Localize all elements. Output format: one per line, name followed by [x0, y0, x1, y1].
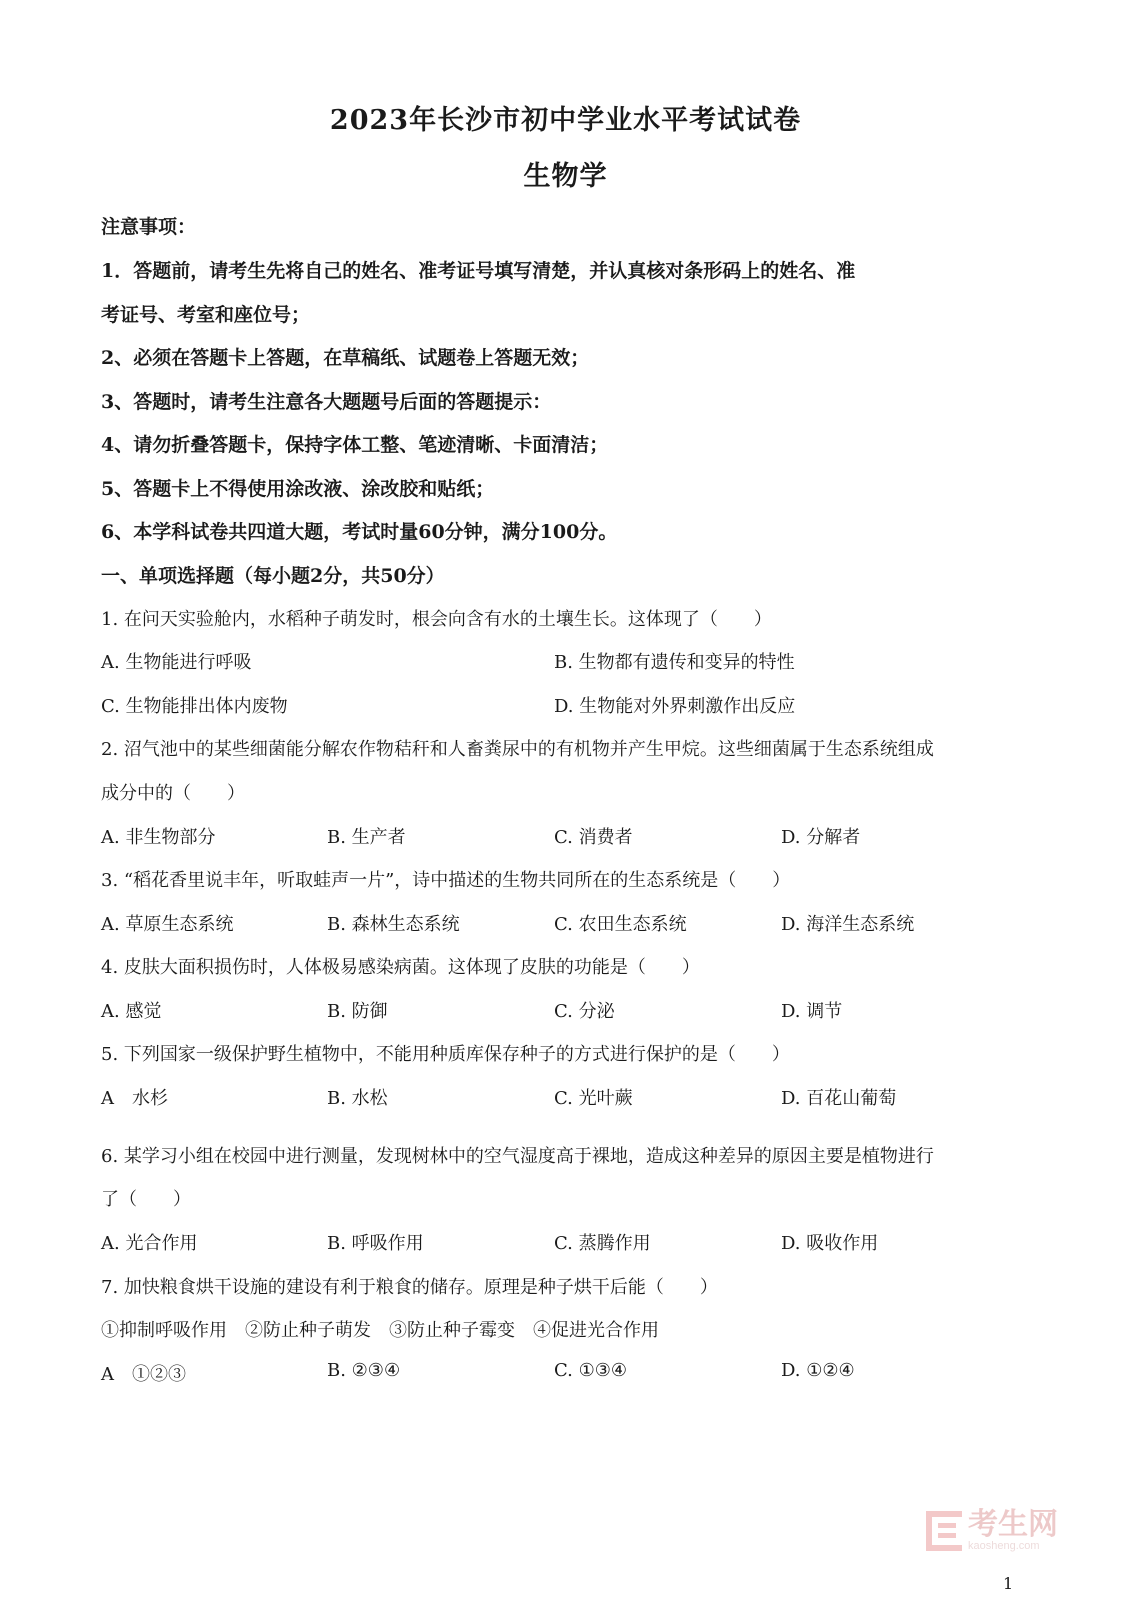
question-stem-cont: 了（ ）: [101, 1189, 191, 1210]
option-a: A ①②③: [101, 1364, 186, 1385]
option-d: D. 吸收作用: [781, 1233, 879, 1254]
notice-item: 1．答题前，请考生先将自己的姓名、准考证号填写清楚，并认真核对条形码上的姓名、准: [101, 260, 856, 282]
question-stem: 4. 皮肤大面积损伤时，人体极易感染病菌。这体现了皮肤的功能是（ ）: [101, 957, 700, 978]
option-c: C. 蒸腾作用: [554, 1233, 651, 1254]
question-statements: ①抑制呼吸作用 ②防止种子萌发 ③防止种子霉变 ④促进光合作用: [101, 1320, 659, 1341]
option-b: B. 生物都有遗传和变异的特性: [554, 652, 795, 673]
option-b: B. 防御: [327, 1001, 388, 1022]
notice-item: 3、答题时，请考生注意各大题题号后面的答题提示：: [101, 391, 552, 413]
exam-subject: 生物学: [523, 161, 608, 192]
option-d: D. 调节: [781, 1001, 843, 1022]
notice-item: 考证号、考室和座位号；: [101, 304, 311, 326]
option-d: D. 分解者: [781, 827, 861, 848]
option-a: A. 草原生态系统: [101, 914, 234, 935]
watermark-domain: kaosheng.com: [968, 1540, 1040, 1552]
option-b: B. 森林生态系统: [327, 914, 460, 935]
section-heading: 一、单项选择题（每小题2分，共50分）: [101, 565, 445, 587]
option-c: C. ①③④: [554, 1360, 627, 1381]
option-d: D. 百花山葡萄: [781, 1088, 897, 1109]
option-a: A 水杉: [101, 1088, 168, 1109]
option-d: D. 生物能对外界刺激作出反应: [554, 696, 796, 717]
question-stem: 2. 沼气池中的某些细菌能分解农作物秸秆和人畜粪尿中的有机物并产生甲烷。这些细菌属于生态系统组成: [101, 739, 934, 760]
page-number: 1: [1003, 1574, 1014, 1593]
question-stem-cont: 成分中的（ ）: [101, 783, 245, 804]
option-a: A. 生物能进行呼吸: [101, 652, 252, 673]
question-stem: 6. 某学习小组在校园中进行测量，发现树林中的空气湿度高于裸地，造成这种差异的原因主要是植物进行: [101, 1146, 934, 1167]
question-stem: 3. “稻花香里说丰年，听取蛙声一片”，诗中描述的生物共同所在的生态系统是（ ）: [101, 870, 791, 891]
option-a: A. 感觉: [101, 1001, 162, 1022]
option-b: B. 水松: [327, 1088, 388, 1109]
option-b: B. 呼吸作用: [327, 1233, 424, 1254]
option-d: D. ①②④: [781, 1360, 855, 1381]
option-c: C. 分泌: [554, 1001, 615, 1022]
question-stem: 5. 下列国家一级保护野生植物中，不能用种质库保存种子的方式进行保护的是（ ）: [101, 1044, 790, 1065]
exam-title: 2023年长沙市初中学业水平考试试卷: [329, 105, 802, 136]
option-a: A. 非生物部分: [101, 827, 216, 848]
notice-heading: 注意事项：: [101, 216, 197, 238]
watermark-logo: [926, 1506, 1086, 1556]
option-c: C. 消费者: [554, 827, 633, 848]
watermark-icon: [926, 1511, 962, 1551]
question-stem: 1. 在问天实验舱内，水稻种子萌发时，根会向含有水的土壤生长。这体现了（ ）: [101, 609, 772, 630]
notice-item: 6、本学科试卷共四道大题，考试时量60分钟，满分100分。: [101, 521, 618, 543]
option-b: B. 生产者: [327, 827, 406, 848]
watermark-text: 考生网: [968, 1508, 1058, 1541]
notice-item: 5、答题卡上不得使用涂改液、涂改胶和贴纸；: [101, 478, 495, 500]
option-c: C. 生物能排出体内废物: [101, 696, 288, 717]
option-a: A. 光合作用: [101, 1233, 198, 1254]
question-stem: 7. 加快粮食烘干设施的建设有利于粮食的储存。原理是种子烘干后能（ ）: [101, 1277, 718, 1298]
option-b: B. ②③④: [327, 1360, 401, 1381]
notice-item: 2、必须在答题卡上答题，在草稿纸、试题卷上答题无效；: [101, 347, 590, 369]
notice-item: 4、请勿折叠答题卡，保持字体工整、笔迹清晰、卡面清洁；: [101, 434, 609, 456]
option-d: D. 海洋生态系统: [781, 914, 915, 935]
option-c: C. 光叶蕨: [554, 1088, 633, 1109]
option-c: C. 农田生态系统: [554, 914, 687, 935]
